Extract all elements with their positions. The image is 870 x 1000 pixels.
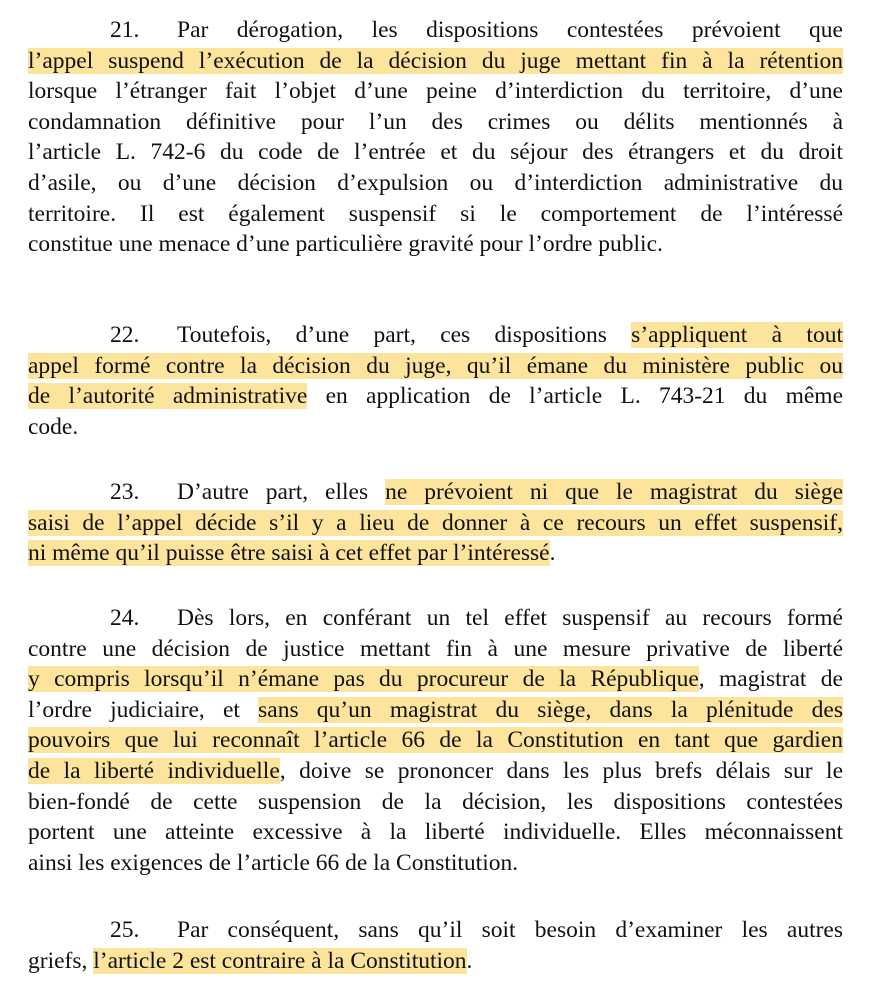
text-segment: l’article L. 742-6 du code de l’entrée et du séjour des étrangers et du droit	[28, 139, 843, 166]
text-segment: .	[466, 947, 473, 974]
paragraph-24-line	[28, 787, 843, 817]
paragraph-number: 22.	[110, 322, 140, 348]
text-segment: code.	[28, 413, 79, 440]
paragraph-number: 23.	[110, 479, 140, 505]
paragraph-21-line	[28, 229, 843, 259]
paragraph-24-line	[28, 848, 843, 878]
highlighted-text: saisi de l’appel décide s’il y a lieu de donner à ce recours un effet suspensif,	[28, 509, 843, 536]
highlighted-text: y compris lorsqu’il n’émane pas du procureur de la République	[28, 666, 699, 693]
text-segment: ainsi les exigences de l’article 66 de la Constitution.	[28, 849, 519, 876]
paragraph-24-line	[28, 603, 843, 633]
paragraph-21-line	[28, 76, 843, 106]
paragraph-21-line	[28, 15, 843, 45]
text-segment: .	[549, 540, 556, 567]
paragraph-24-line	[28, 664, 843, 694]
highlighted-text: de la liberté individuelle	[28, 758, 280, 784]
text-segment: D’autre part, elles	[177, 479, 386, 505]
text-segment: portent une atteinte excessive à la liberté individuelle. Elles méconnaissent	[28, 819, 843, 846]
highlighted-text: l’article 2 est contraire à la Constitution	[93, 947, 467, 974]
paragraph-21-line	[28, 199, 843, 229]
highlighted-text: s’appliquent à tout	[631, 322, 843, 348]
text-segment: lorsque l’étranger fait l’objet d’une peine d’interdiction du territoire, d’une	[28, 78, 843, 105]
paragraph-21-line	[28, 137, 843, 167]
highlighted-text: l’appel suspend l’exécution de la décision du juge mettant fin à la rétention	[28, 47, 843, 74]
text-segment: condamnation définitive pour l’un des crimes ou délits mentionnés à	[28, 108, 843, 135]
text-segment: Par dérogation, les dispositions contestées prévoient que	[177, 17, 843, 43]
paragraph-24-line	[28, 695, 843, 725]
highlighted-text: ni même qu’il puisse être saisi à cet effet par l’intéressé	[28, 540, 550, 567]
text-segment: bien-fondé de cette suspension de la décision, les dispositions contestées	[28, 788, 843, 815]
paragraph-22-line	[28, 381, 843, 411]
text-segment: , magistrat de	[698, 666, 843, 693]
paragraph-25-line	[28, 915, 843, 945]
highlighted-text: ne prévoient ni que le magistrat du siège	[385, 479, 844, 505]
text-segment: , doive se prononcer dans les plus brefs délais sur le	[279, 758, 843, 784]
paragraph-21-line	[28, 168, 843, 198]
paragraph-21-line	[28, 107, 843, 137]
paragraph-24-line	[28, 725, 843, 755]
paragraph-24-line	[28, 756, 843, 786]
paragraph-24-line	[28, 634, 843, 664]
text-segment: Toutefois, d’une part, ces dispositions	[177, 322, 632, 348]
highlighted-text: sans qu’un magistrat du siège, dans la plénitude des	[258, 696, 843, 723]
text-segment: contre une décision de justice mettant fin à une mesure privative de liberté	[28, 635, 843, 662]
highlighted-text: pouvoirs que lui reconnaît l’article 66 de la Constitution en tant que gardien	[28, 727, 843, 754]
text-segment: Par conséquent, sans qu’il soit besoin d’examiner les autres	[177, 917, 843, 943]
text-segment: constitue une menace d’une particulière gravité pour l’ordre public.	[28, 231, 663, 258]
paragraph-number: 21.	[110, 17, 140, 43]
paragraph-21-line	[28, 46, 843, 76]
paragraph-25-line	[28, 946, 843, 976]
paragraph-23-line	[28, 538, 843, 568]
paragraph-22-line	[28, 351, 843, 381]
text-segment: l’ordre judiciaire, et	[28, 696, 259, 723]
highlighted-text: appel formé contre la décision du juge, qu’il émane du ministère public ou	[28, 352, 843, 379]
paragraph-number: 24.	[110, 605, 140, 631]
text-segment: d’asile, ou d’une décision d’expulsion ou d’interdiction administrative du	[28, 170, 843, 196]
paragraph-22-line	[28, 412, 843, 442]
paragraph-24-line	[28, 817, 843, 847]
text-segment: en application de l’article L. 743-21 du même	[307, 383, 843, 410]
paragraph-23-line	[28, 477, 843, 507]
paragraph-22-line	[28, 320, 843, 350]
highlighted-text: de l’autorité administrative	[28, 383, 308, 410]
paragraph-23-line	[28, 508, 843, 538]
text-segment: territoire. Il est également suspensif si le comportement de l’intéressé	[28, 200, 843, 227]
text-segment: Dès lors, en conférant un tel effet suspensif au recours formé	[177, 605, 843, 631]
text-segment: griefs,	[28, 947, 94, 974]
paragraph-number: 25.	[110, 917, 140, 943]
